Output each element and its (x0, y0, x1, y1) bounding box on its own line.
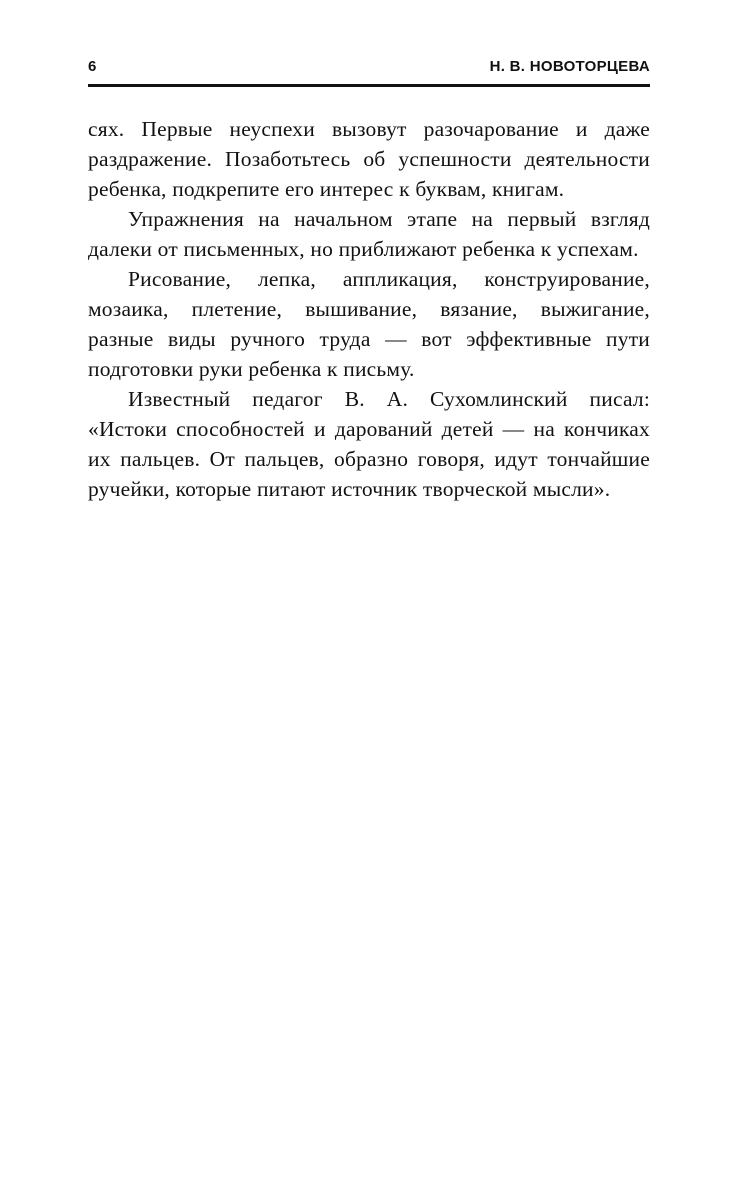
body-text (88, 114, 650, 504)
header-rule (88, 84, 650, 87)
paragraph: Упражнения на начальном этапе на первый взгляд далеки от письменных, но приближают ребенка к успехам. (88, 207, 650, 261)
running-header-author: Н. В. НОВОТОРЦЕВА (489, 58, 650, 75)
running-header (88, 58, 650, 82)
paragraph: Рисование, лепка, аппликация, конструирование, мозаика, плетение, вышивание, вязание, выжигание, разные виды ручного труда — вот эффективные пути подготовки руки ребенка к письму. (88, 267, 650, 381)
paragraph-continued: сях. Первые неуспехи вызовут разочарование и даже раздражение. Позаботьтесь об успешности деятельности ребенка, подкрепите его интерес к буквам, книгам. (88, 117, 650, 201)
page-number: 6 (88, 58, 97, 75)
paragraph-quote: Известный педагог В. А. Сухомлинский писал: «Истоки способностей и дарований детей — на кончиках их пальцев. От пальцев, образно говоря, идут тончайшие ручейки, которые питают источник творческой мысли». (88, 387, 650, 501)
